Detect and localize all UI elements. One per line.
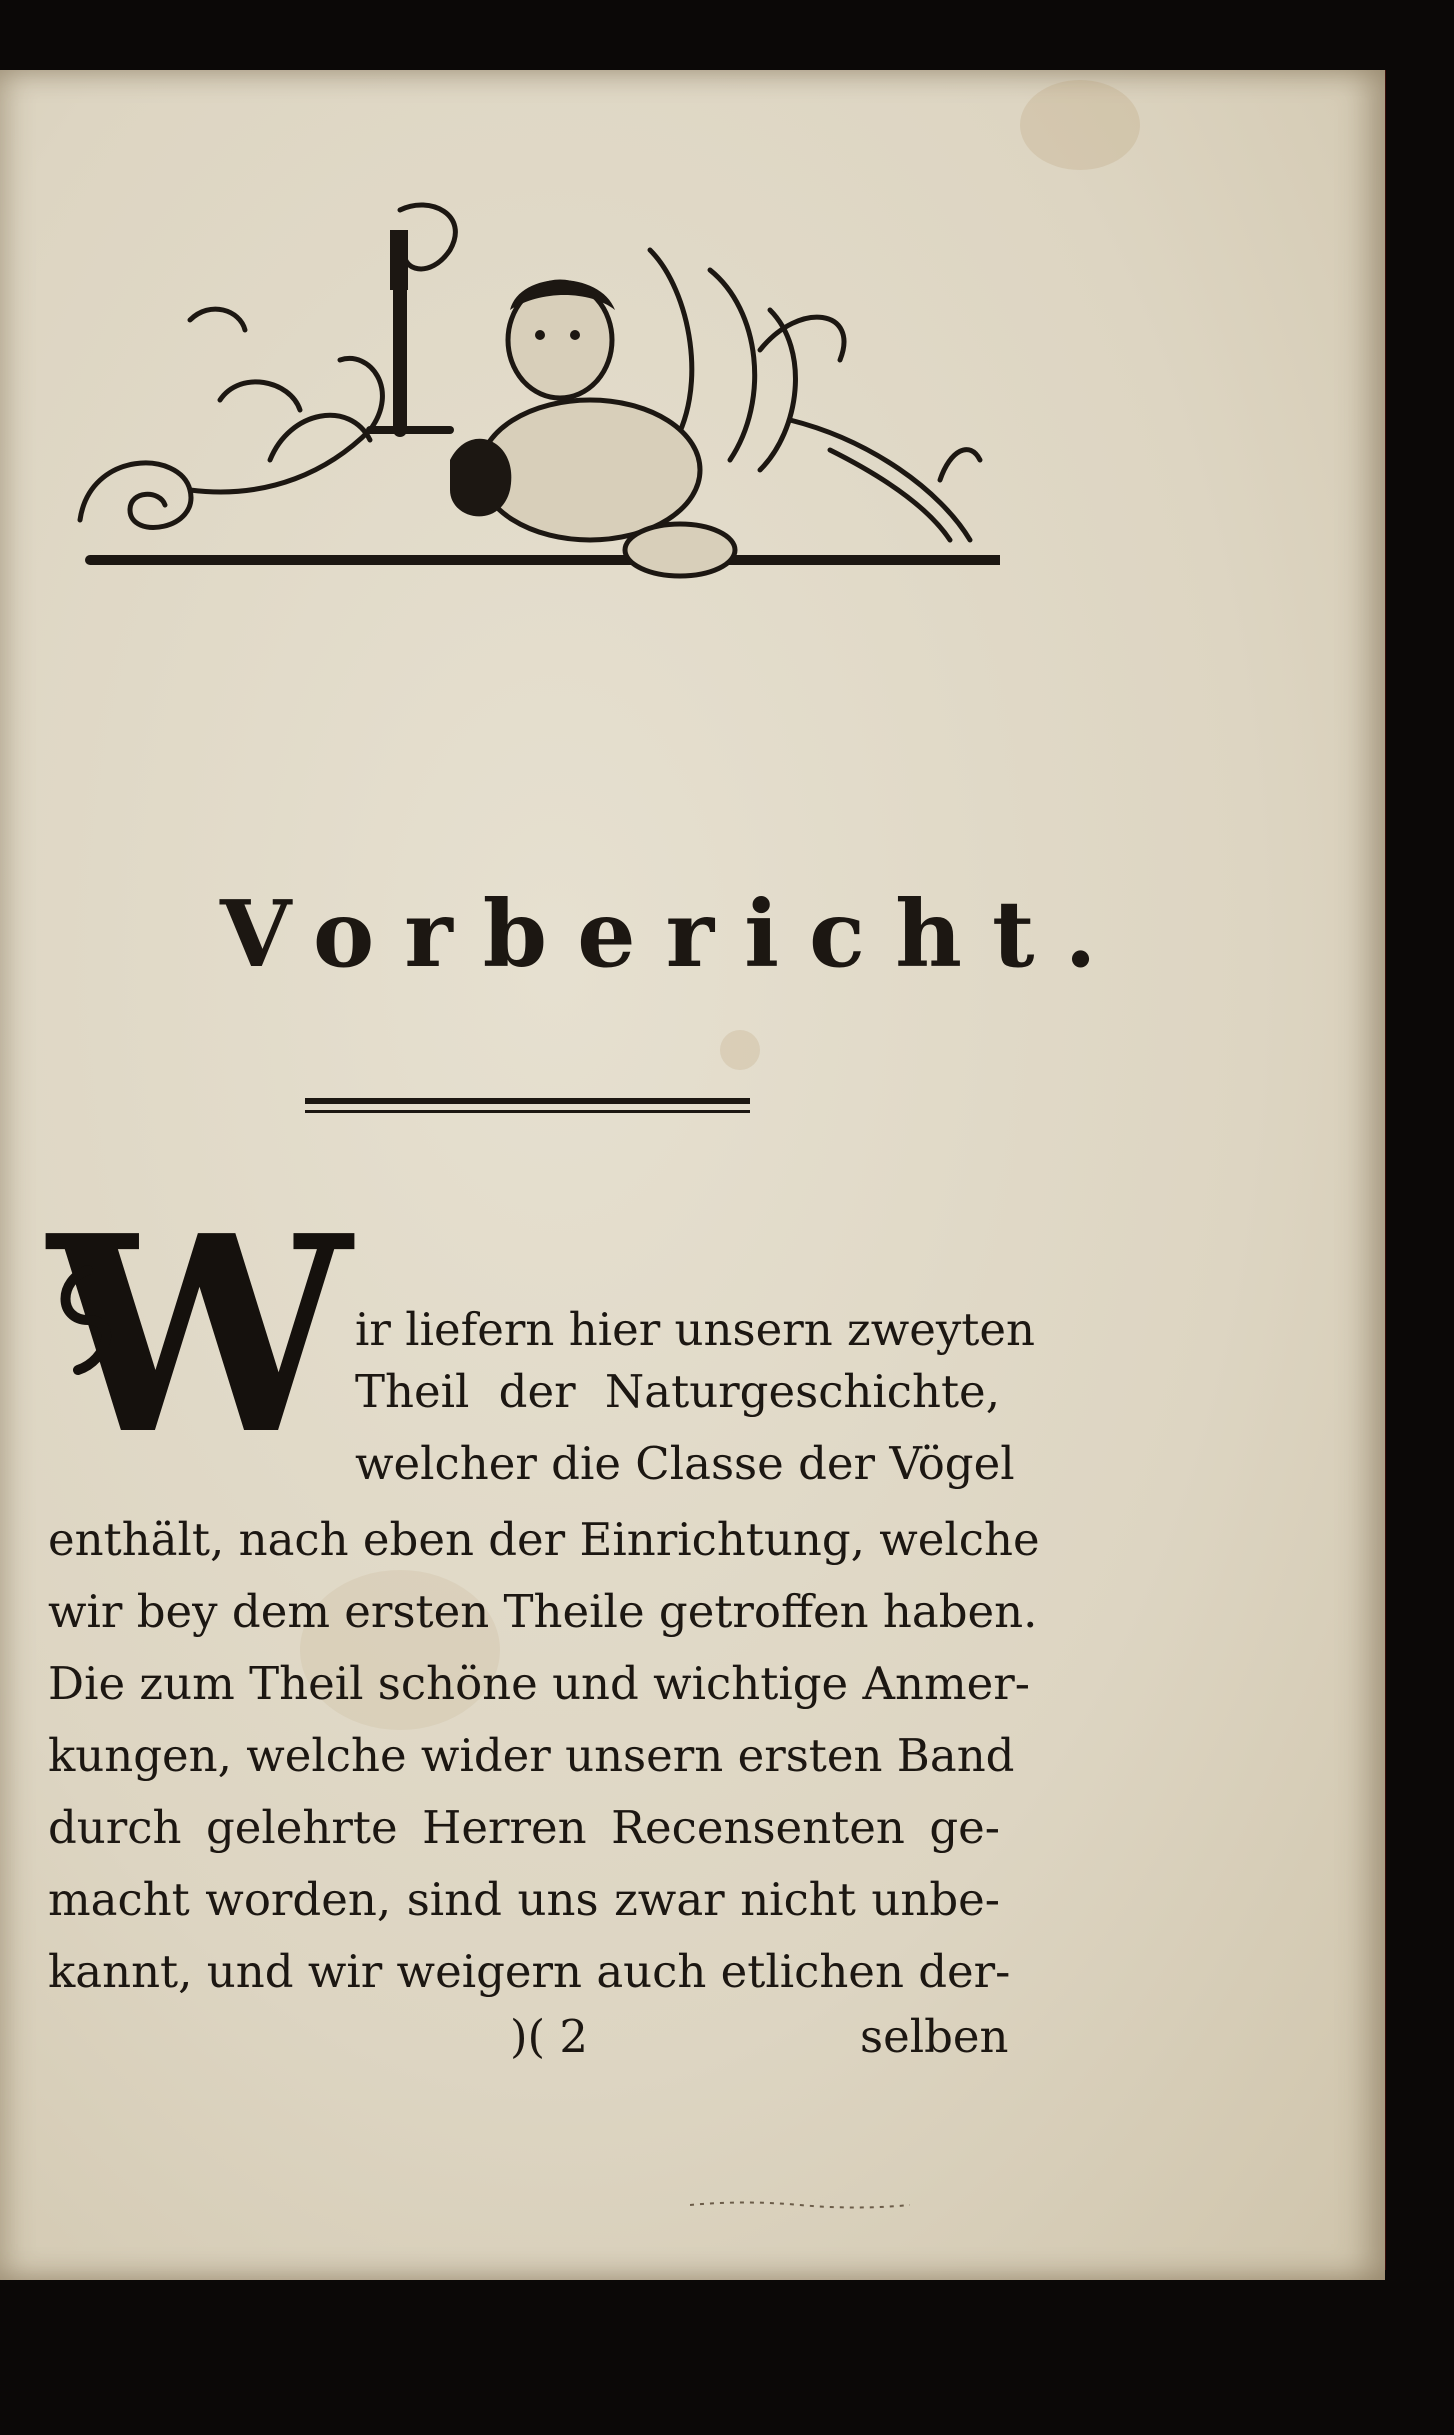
text-line: Die zum Theil schöne und wichtige Anmer- [48, 1657, 1030, 1710]
text-line: Theil der Naturgeschichte, [355, 1365, 1000, 1418]
text-line: macht worden, sind uns zwar nicht unbe- [48, 1873, 1000, 1926]
paper-stain [1020, 80, 1140, 170]
text-line: enthält, nach eben der Einrichtung, welche [48, 1513, 1040, 1566]
text-line: kungen, welche wider unsern ersten Band [48, 1729, 1015, 1782]
title-rule-thin [305, 1110, 750, 1113]
text-line: welcher die Classe der Vögel [355, 1437, 1015, 1490]
paper-stain [720, 1030, 760, 1070]
cherub-ornament-icon [70, 190, 1000, 610]
signature-mark: )( 2 [510, 2010, 589, 2063]
drop-cap-flourish-icon [48, 1260, 128, 1380]
text-line: kannt, und wir weigern auch etlichen der- [48, 1945, 1011, 1998]
text-line: ir liefern hier unsern zweyten [355, 1303, 1035, 1356]
text-line: durch gelehrte Herren Recensenten ge- [48, 1801, 1000, 1854]
text-line: wir bey dem ersten Theile getroffen haben. [48, 1585, 1038, 1638]
ink-speck-mark [690, 2200, 910, 2210]
page-title: Vorbericht. [220, 880, 1127, 988]
title-rule [305, 1098, 750, 1104]
drop-cap: W [48, 1176, 352, 1494]
catchword: selben [860, 2010, 1009, 2063]
